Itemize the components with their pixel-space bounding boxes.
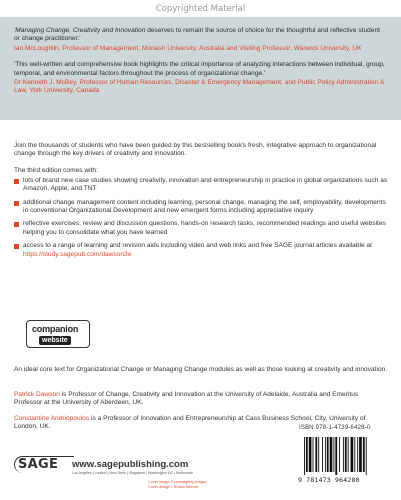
barcode-bar [330, 437, 333, 472]
barcode-bar [348, 437, 349, 472]
sage-logo: SAGE [18, 457, 59, 472]
endorsement-2 [14, 61, 387, 96]
barcode-bar [345, 437, 347, 472]
barcode-bar [343, 437, 344, 472]
endorsement-quote: 'Managing Change, Creativity and Innovation deserves to remain the source of choice for the thoughtful and reflective student or change practitioner.' [14, 27, 380, 43]
features-list [14, 177, 388, 259]
endorsements-band [0, 17, 401, 120]
feature-item: lots of brand new case studies showing creativity, innovation and entrepreneurship in practice in global organizations such as Amazon, Apple, and TNT [14, 177, 388, 194]
barcode-bar [313, 437, 314, 472]
main-content [14, 142, 388, 264]
barcode-bar [315, 437, 317, 472]
features-heading: The third edition comes with: [14, 166, 98, 174]
barcode-bar [318, 437, 319, 472]
barcode-bar [335, 437, 337, 475]
barcode-bar [333, 437, 334, 472]
barcode [302, 437, 388, 475]
endorsement-attribution: Ian McLoughlin, Professor of Management, Monash University, Australia and Visiting Professor, Warwick University, UK [14, 44, 362, 52]
feature-item: additional change management content including learning, personal change, managing the self, employability, developments in conventional Organizational Development and new emergent forms including appreciative inquiry [14, 199, 388, 216]
cover-credits: Cover image © pixelalgetty images Cover design • Shaun Mercier [148, 480, 207, 489]
barcode-bar [306, 437, 308, 472]
feature-item: reflective exercises, review and discussion questions, hands-on research tasks, recommended readings and useful websites helping you to consolidate what you have learned [14, 220, 388, 237]
copyright-notice: Copyrighted Material [155, 4, 246, 14]
isbn-label: ISBN 978-1-4739-6428-0 [299, 425, 371, 431]
endorsement-1 [14, 27, 387, 53]
barcode-bar [351, 437, 354, 472]
barcode-bar [309, 437, 312, 472]
feature-item: access to a range of learning and revision aids including video and web links and free SAGE journal articles available at https://study.sagepub.com/dawson3e [14, 242, 388, 259]
publisher-website: www.sagepublishing.com [72, 459, 189, 470]
author-name: Patrick Dawson [14, 391, 60, 398]
book-title-italic: 'Managing Change, Creativity and Innovation [14, 27, 146, 34]
ideal-for-text: An ideal core text for Organizational Change or Managing Change modules as well as those looking at creativity and innovation. [14, 366, 388, 373]
author-name: Constantine Andriopoulos [14, 415, 90, 422]
barcode-bar [322, 437, 323, 472]
barcode-bar [366, 437, 367, 475]
companion-site-link[interactable]: https://study.sagepub.com/dawson3e [23, 250, 132, 258]
barcode-digits: 9 781473 964280 [298, 476, 360, 484]
barcode-bar [363, 437, 365, 472]
barcode-bar [354, 437, 355, 472]
endorsement-quote: 'This well-written and comprehensive book highlights the critical importance of analyzing interactions between individual, group, temporal, and environmental factors throughout the process of organizational change.' [14, 61, 385, 77]
author-bio-2: Constantine Andriopoulos is a Professor of Innovation and Entrepreneurship at Cass Business School, City, University of London, UK. [14, 415, 366, 431]
barcode-bar [357, 437, 358, 472]
barcode-bar [359, 437, 362, 472]
barcode-bar [327, 437, 329, 472]
barcode-box [298, 425, 390, 487]
barcode-bar [304, 437, 305, 475]
author-bio-1: Patrick Dawson is Professor of Change, Creativity and Innovation at the University of Adelaide, Australia and Emeritus Professor at the University of Aberdeen, UK. [14, 391, 359, 407]
barcode-bar [325, 437, 326, 472]
barcode-bar [339, 437, 340, 472]
intro-paragraph: Join the thousands of students who have been guided by this bestselling book's fresh, integrative approach to organizational change through the key drivers of creativity and innovation. [14, 142, 377, 158]
endorsement-attribution: Dr Kenneth J. McBey, Professor of Human Resources, Disaster & Emergency Management, and Public Policy Administration & Law, York University, Canada [14, 79, 385, 95]
publisher-cities: Los Angeles | London | New Delhi | Singapore | Washington DC | Melbourne [72, 471, 194, 475]
companion-website-logo: companion website [26, 320, 90, 348]
